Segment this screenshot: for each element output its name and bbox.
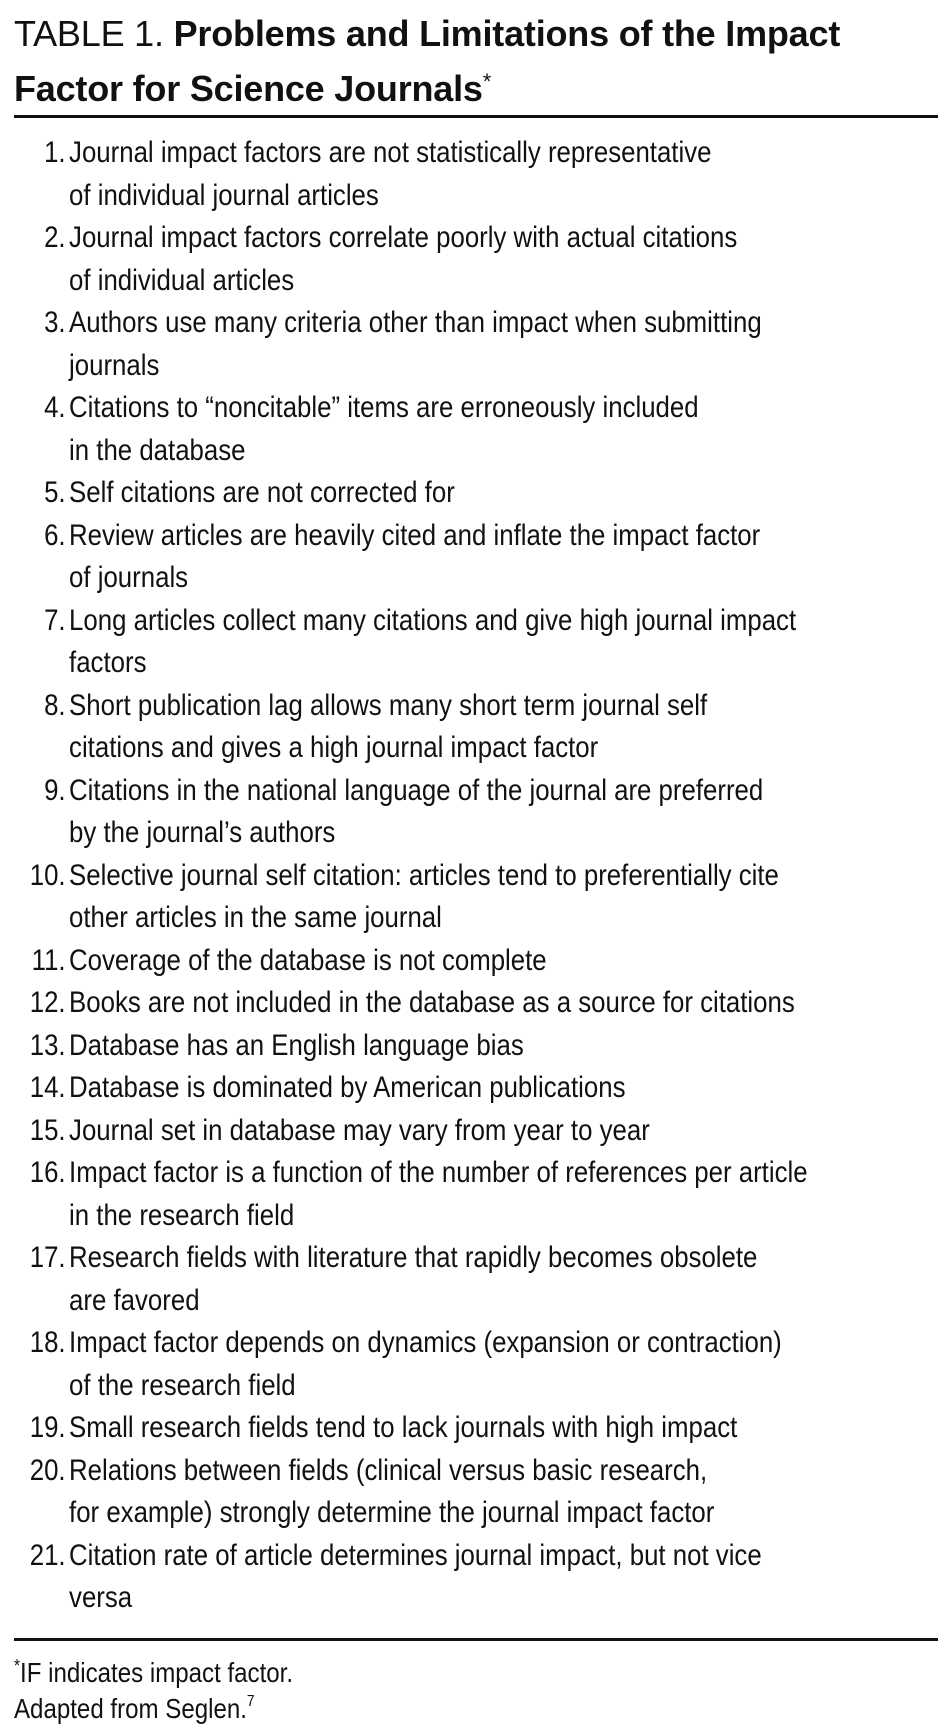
list-item-number: 18. bbox=[29, 1326, 66, 1359]
top-rule bbox=[14, 115, 938, 118]
list-item-number: 7. bbox=[44, 603, 66, 637]
list-item-text: Journal impact factors correlate poorly with actual citations of individual articles bbox=[69, 221, 738, 297]
list-item-number: 9. bbox=[44, 773, 66, 807]
footnote-abbreviation bbox=[14, 1648, 805, 1691]
list-item-text: Long articles collect many citations and give high journal impact factors bbox=[69, 603, 797, 679]
list-item bbox=[14, 1025, 814, 1068]
list-item-text: Self citations are not corrected for bbox=[69, 476, 455, 509]
list-item-number: 4. bbox=[44, 391, 66, 424]
list-item-text: Research fields with literature that rapidly becomes obsolete are favored bbox=[69, 1241, 758, 1317]
footnote-source-text: Adapted from Seglen. bbox=[14, 1693, 247, 1724]
list-item bbox=[14, 1322, 814, 1407]
list-item-text: Short publication lag allows many short term journal self citations and gives a high journal impact factor bbox=[69, 688, 708, 764]
list-item-number: 19. bbox=[29, 1411, 66, 1444]
footnote-source-ref: 7 bbox=[246, 1693, 255, 1710]
list-item-text: Citations in the national language of the journal are preferred by the journal’s authors bbox=[69, 773, 764, 849]
list-item-text: Review articles are heavily cited and inflate the impact factor of journals bbox=[69, 518, 761, 594]
list-item-text: Database is dominated by American publications bbox=[69, 1071, 626, 1104]
list-item bbox=[14, 1407, 814, 1450]
list-item bbox=[14, 387, 814, 472]
list-item bbox=[14, 1110, 814, 1153]
list-item bbox=[14, 132, 814, 217]
list-item-text: Relations between fields (clinical versus basic research, for example) strongly determine the journal impact factor bbox=[69, 1453, 715, 1529]
list-item-number: 5. bbox=[44, 476, 66, 509]
footnote-source bbox=[14, 1691, 805, 1727]
table-title bbox=[14, 10, 914, 113]
list-item bbox=[14, 217, 814, 302]
list-item-number: 16. bbox=[29, 1156, 66, 1189]
list-item bbox=[14, 1237, 814, 1322]
list-item bbox=[14, 770, 814, 855]
list-item bbox=[14, 515, 814, 600]
list-item-number: 6. bbox=[44, 518, 66, 552]
list-item-number: 10. bbox=[29, 858, 66, 892]
list-item-number: 8. bbox=[44, 688, 66, 722]
list-item-text: Impact factor depends on dynamics (expansion or contraction) of the research field bbox=[69, 1326, 782, 1402]
list-item bbox=[14, 855, 814, 940]
list-item-number: 14. bbox=[29, 1071, 66, 1104]
list-item bbox=[14, 1067, 814, 1110]
table-caption: Problems and Limitations of the Impact Factor for Science Journals bbox=[14, 13, 841, 109]
list-item-number: 1. bbox=[44, 136, 66, 169]
footnote-note: IF indicates impact factor. bbox=[20, 1657, 294, 1688]
list-item-text: Authors use many criteria other than impact when submitting journals bbox=[69, 306, 762, 382]
list-item-text: Database has an English language bias bbox=[69, 1028, 524, 1062]
list-item bbox=[14, 685, 814, 770]
list-item bbox=[14, 302, 814, 387]
list-item-text: Books are not included in the database as a source for citations bbox=[69, 986, 795, 1019]
list-item bbox=[14, 472, 814, 515]
list-item-text: Selective journal self citation: articles tend to preferentially cite other articles in the same journal bbox=[69, 858, 779, 934]
list-item-number: 17. bbox=[29, 1241, 66, 1274]
list-item-text: Small research fields tend to lack journals with high impact bbox=[69, 1411, 738, 1444]
list-item bbox=[14, 940, 814, 983]
list-item-text: Citation rate of article determines journal impact, but not vice versa bbox=[69, 1538, 762, 1614]
list-item bbox=[14, 982, 814, 1025]
list-item-text: Citations to “noncitable” items are erroneously included in the database bbox=[69, 391, 699, 467]
list-item-number: 12. bbox=[29, 986, 66, 1019]
footnote-mark: * bbox=[14, 1656, 21, 1676]
list-item-text: Journal impact factors are not statistically representative of individual journal articles bbox=[69, 136, 712, 212]
problems-list bbox=[14, 132, 814, 1620]
list-item bbox=[14, 1450, 814, 1535]
list-item bbox=[14, 1535, 814, 1620]
list-item-text: Journal set in database may vary from year to year bbox=[69, 1113, 650, 1147]
bottom-rule bbox=[14, 1638, 938, 1641]
list-item-number: 15. bbox=[29, 1113, 66, 1147]
list-item-number: 3. bbox=[44, 306, 66, 339]
list-item-text: Coverage of the database is not complete bbox=[69, 943, 547, 977]
list-item bbox=[14, 600, 814, 685]
list-item-number: 20. bbox=[29, 1453, 66, 1487]
list-item-number: 13. bbox=[29, 1028, 66, 1062]
list-item-number: 2. bbox=[44, 221, 66, 254]
list-item bbox=[14, 1152, 814, 1237]
list-item-number: 21. bbox=[29, 1538, 66, 1572]
title-footnote-mark: * bbox=[482, 69, 492, 94]
list-item-text: Impact factor is a function of the number of references per article in the research field bbox=[69, 1156, 808, 1232]
list-item-number: 11. bbox=[31, 943, 66, 977]
footnotes bbox=[14, 1648, 805, 1727]
table-label: TABLE 1. bbox=[14, 13, 164, 54]
